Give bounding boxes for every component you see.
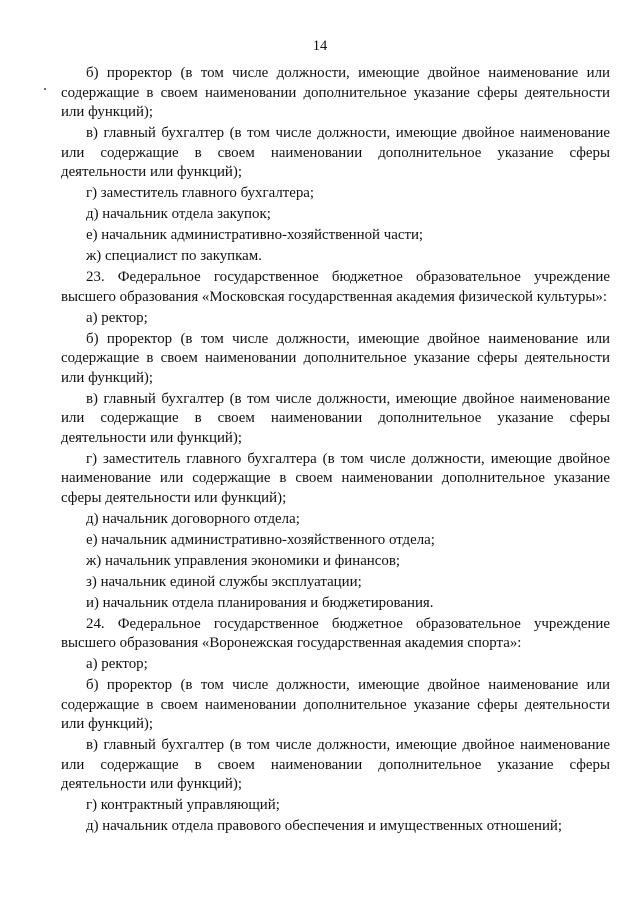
paragraph: а) ректор; — [86, 656, 148, 672]
paragraph: в) главный бухгалтер (в том числе должности, имеющие двойное наименование или содержащие в своем наименовании дополнительное указание сферы деятельности или функций); — [61, 125, 610, 180]
paragraph: е) начальник административно-хозяйственного отдела; — [86, 531, 435, 548]
paragraph: е) начальник административно-хозяйственной части; — [86, 227, 424, 243]
paragraph: г) контрактный управляющий; — [86, 797, 280, 813]
paragraph: з) начальник единой службы эксплуатации; — [86, 573, 362, 590]
document-body — [61, 64, 610, 838]
paragraph: ж) специалист по закупкам. — [86, 248, 262, 264]
paragraph: г) заместитель главного бухгалтера; — [86, 185, 315, 201]
paragraph: в) главный бухгалтер (в том числе должности, имеющие двойное наименование или содержащие в своем наименовании дополнительное указание сферы деятельности или функций); — [61, 737, 610, 792]
paragraph: б) проректор (в том числе должности, имеющие двойное наименование или содержащие в своем наименовании дополнительное указание сферы деятельности или функций); — [61, 65, 610, 120]
paragraph: ж) начальник управления экономики и финансов; — [86, 552, 400, 569]
scan-speck — [44, 88, 46, 90]
page-number: 14 — [312, 38, 328, 54]
paragraph: 24. Федеральное государственное бюджетное образовательное учреждение высшего образования «Воронежская государственная академия спорта»: — [61, 615, 610, 651]
paragraph: д) начальник отдела правового обеспечения и имущественных отношений; — [86, 818, 563, 834]
paragraph: д) начальник отдела закупок; — [86, 206, 271, 222]
paragraph: а) ректор; — [86, 309, 148, 326]
paragraph: б) проректор (в том числе должности, имеющие двойное наименование или содержащие в своем наименовании дополнительное указание сферы деятельности или функций); — [61, 330, 610, 386]
paragraph: г) заместитель главного бухгалтера (в том числе должности, имеющие двойное наименование или содержащие в своем наименовании дополнительное указание сферы деятельности или функций); — [61, 450, 610, 506]
paragraph: в) главный бухгалтер (в том числе должности, имеющие двойное наименование или содержащие в своем наименовании дополнительное указание сферы деятельности или функций); — [61, 390, 610, 446]
paragraph: 23. Федеральное государственное бюджетное образовательное учреждение высшего образования «Московская государственная академия физической культуры»: — [61, 269, 610, 305]
paragraph: д) начальник договорного отдела; — [86, 510, 300, 527]
paragraph: б) проректор (в том числе должности, имеющие двойное наименование или содержащие в своем наименовании дополнительное указание сферы деятельности или функций); — [61, 677, 610, 732]
paragraph: и) начальник отдела планирования и бюджетирования. — [86, 594, 434, 611]
